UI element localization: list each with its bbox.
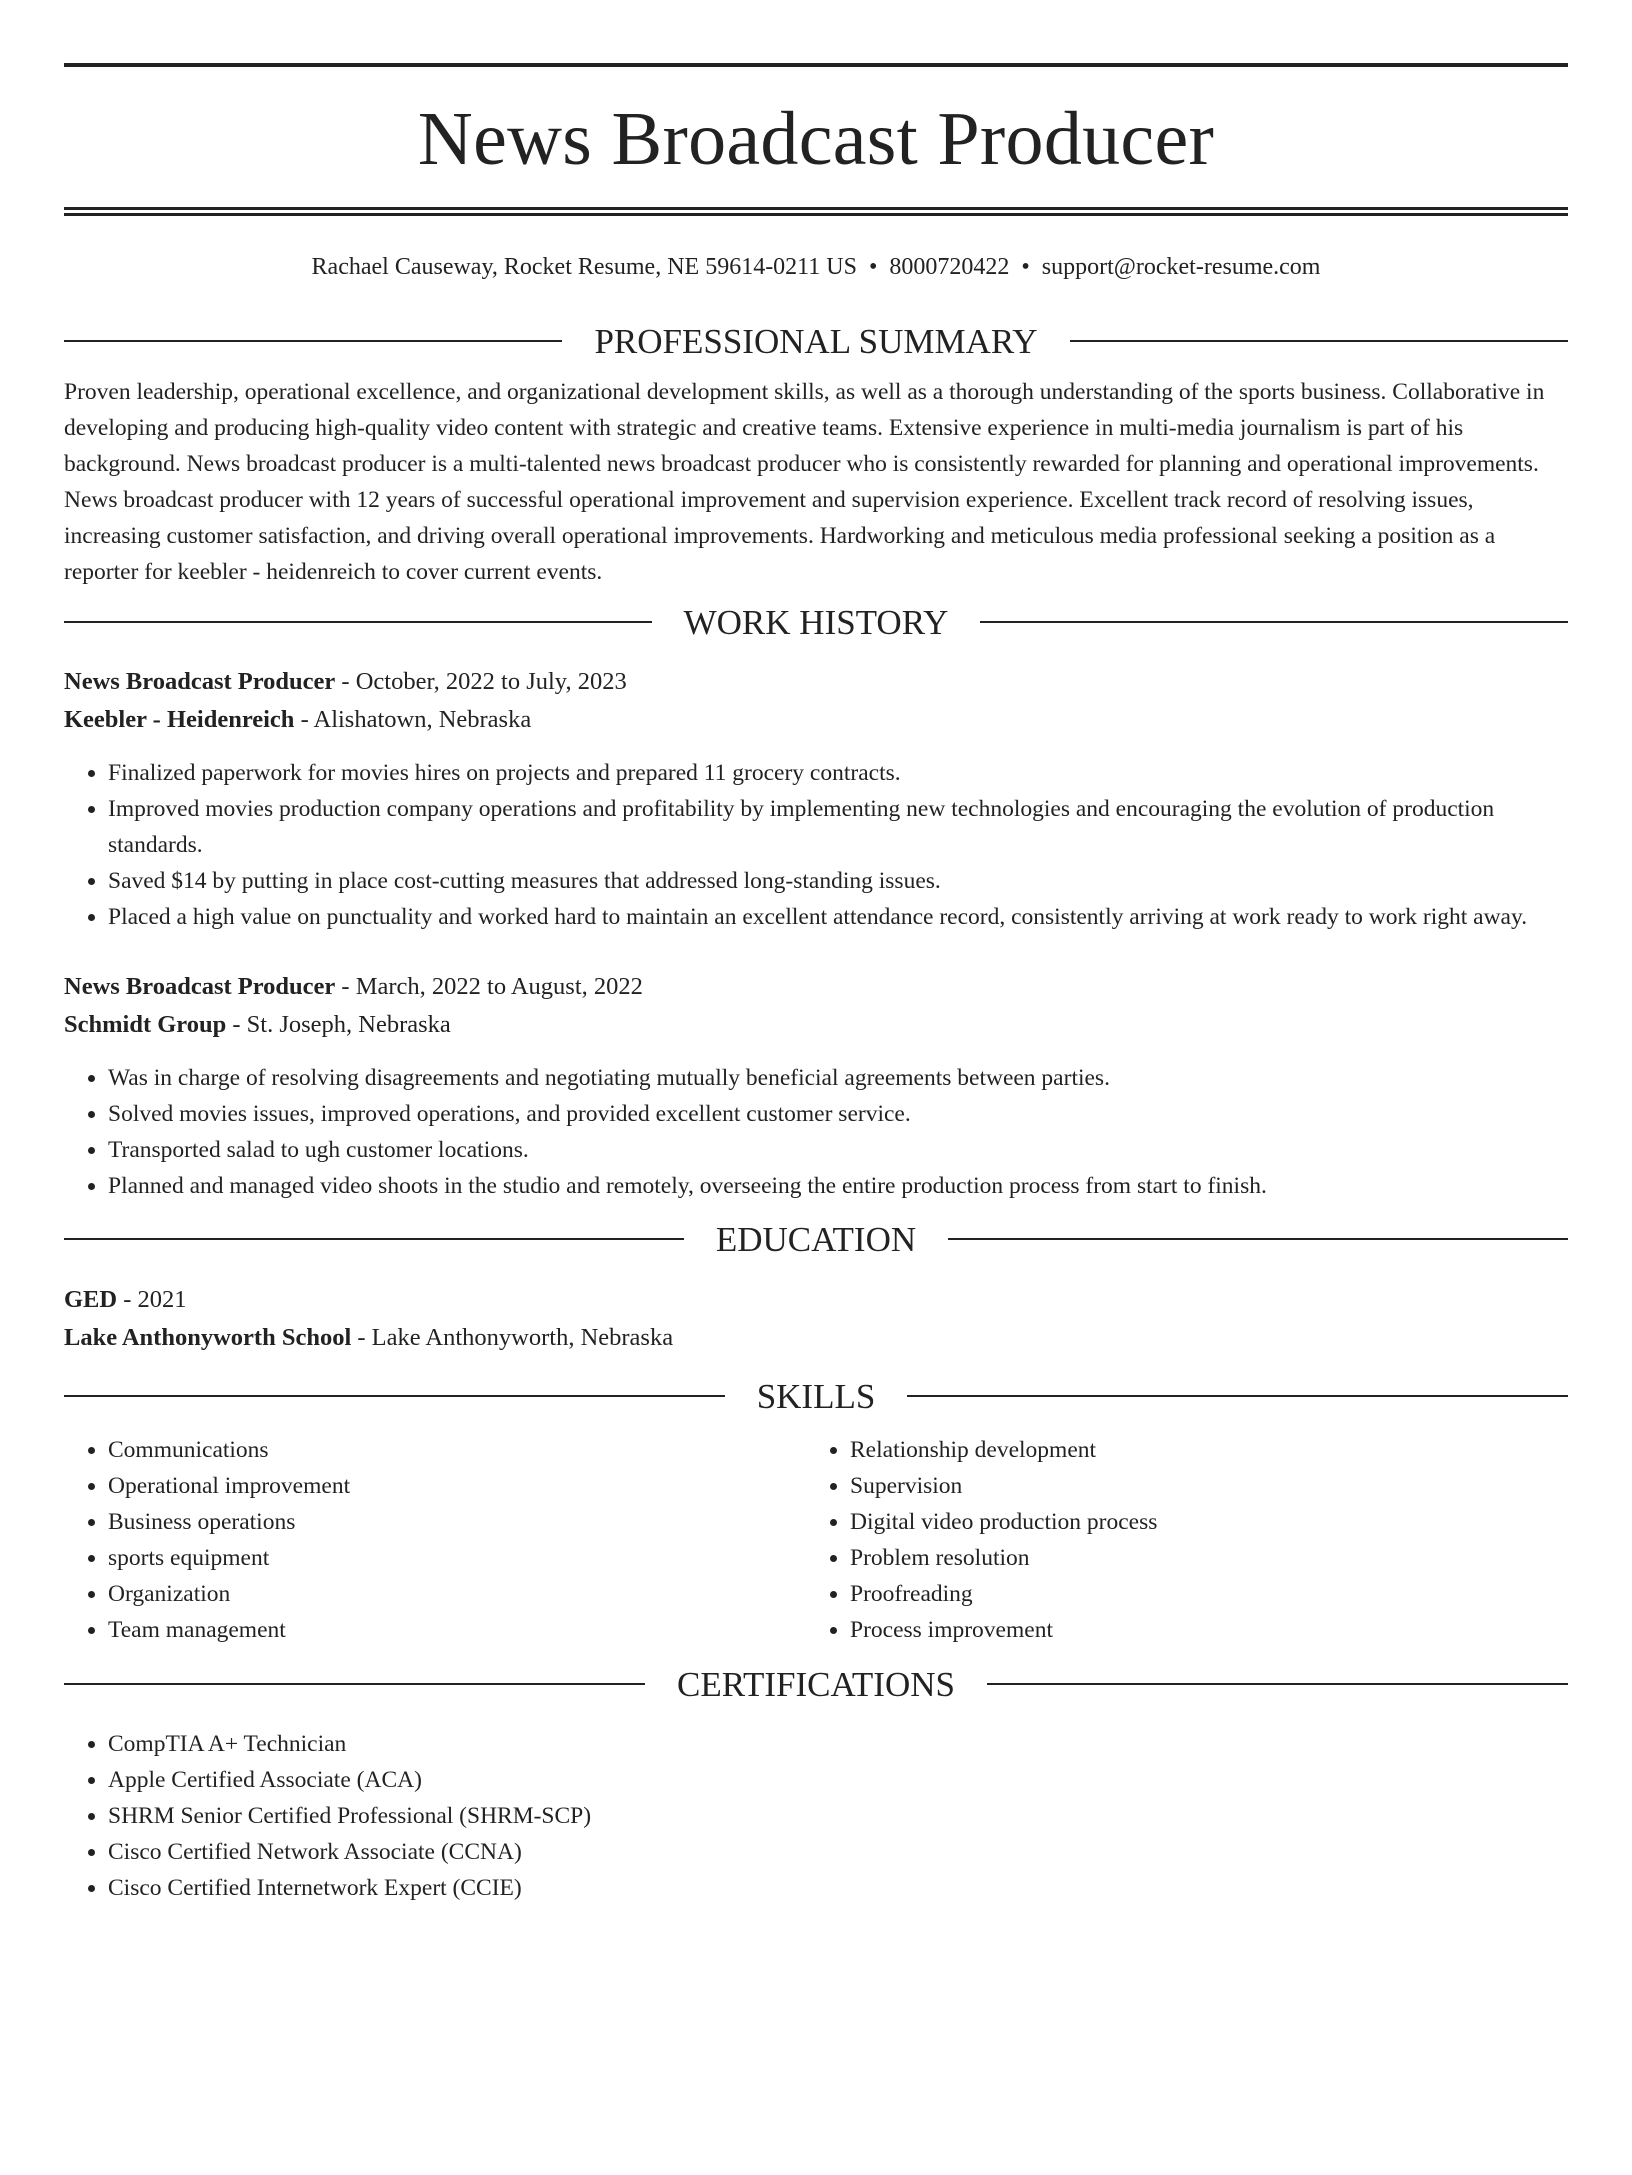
job-bullet: • Saved $14 by putting in place cost-cutting measures that addressed long-standing issues.	[108, 863, 1568, 899]
skill-item: • Problem resolution	[850, 1540, 1548, 1576]
heading-rule	[64, 1238, 684, 1240]
education-school-line	[64, 1319, 1568, 1357]
summary-text: Proven leadership, operational excellence, and organizational development skills, as well as a thorough understanding of the sports business. Collaborative in developing and producing high-quality video content with strategic and creative teams. Extensive experience in multi-media journalism is part of his background. News broadcast producer is a multi-talented news broadcast producer who is consistently rewarded for planning and operational improvements. News broadcast producer with 12 years of successful operational improvement and supervision experience. Excellent track record of resolving issues, increasing customer satisfaction, and driving overall operational improvements. Hardworking and meticulous media professional seeking a position as a reporter for keebler - heidenreich to cover current events.	[64, 378, 1545, 585]
skills-column-right	[806, 1432, 1548, 1648]
skill-item: • Proofreading	[850, 1576, 1548, 1612]
job-company: Schmidt Group	[64, 1010, 227, 1038]
job-company-line	[64, 1006, 1568, 1044]
skill-item: • Communications	[108, 1432, 806, 1468]
heading-rule	[987, 1683, 1568, 1685]
job-dates: - March, 2022 to August, 2022	[335, 972, 643, 1000]
heading-rule	[948, 1238, 1568, 1240]
job-title: News Broadcast Producer	[64, 667, 336, 695]
section-heading-label: EDUCATION	[715, 1219, 917, 1259]
heading-rule	[64, 621, 652, 623]
skill-item: • Digital video production process	[850, 1504, 1548, 1540]
job-bullets	[64, 755, 1568, 935]
certification-item: • SHRM Senior Certified Professional (SHRM-SCP)	[108, 1798, 1568, 1834]
job-location: - St. Joseph, Nebraska	[226, 1010, 451, 1038]
job-company: Keebler - Heidenreich	[64, 705, 295, 733]
education-location: - Lake Anthonyworth, Nebraska	[351, 1323, 674, 1351]
certification-item: • CompTIA A+ Technician	[108, 1726, 1568, 1762]
heading-rule	[64, 1395, 725, 1397]
job-company-line	[64, 701, 1568, 739]
skill-item: • Business operations	[108, 1504, 806, 1540]
section-heading-label: CERTIFICATIONS	[677, 1664, 955, 1704]
job-bullet: • Transported salad to ugh customer locations.	[108, 1132, 1568, 1168]
skills-grid	[64, 1432, 1568, 1648]
title-double-rule	[64, 207, 1568, 216]
contact-separator: •	[868, 254, 878, 280]
section-heading-label: PROFESSIONAL SUMMARY	[594, 321, 1038, 361]
job-entry	[64, 968, 1568, 1204]
job-entry	[64, 663, 1568, 935]
job-location: - Alishatown, Nebraska	[294, 705, 532, 733]
section-heading-work-history	[64, 602, 1568, 642]
section-heading-summary	[64, 321, 1568, 361]
heading-rule	[1070, 340, 1568, 342]
skill-item: • Operational improvement	[108, 1468, 806, 1504]
certifications-list	[64, 1726, 1568, 1906]
job-title: News Broadcast Producer	[64, 972, 336, 1000]
heading-rule	[907, 1395, 1568, 1397]
job-bullet: • Solved movies issues, improved operations, and provided excellent customer service.	[108, 1096, 1568, 1132]
certification-item: • Cisco Certified Internetwork Expert (CCIE)	[108, 1870, 1568, 1906]
top-rule	[64, 63, 1568, 67]
education-year: - 2021	[117, 1285, 187, 1313]
certification-item: • Cisco Certified Network Associate (CCNA)	[108, 1834, 1568, 1870]
job-bullet: • Planned and managed video shoots in the studio and remotely, overseeing the entire production process from start to finish.	[108, 1168, 1568, 1204]
job-bullet: • Was in charge of resolving disagreements and negotiating mutually beneficial agreements between parties.	[108, 1060, 1568, 1096]
section-heading-label: WORK HISTORY	[683, 602, 949, 642]
skill-item: • sports equipment	[108, 1540, 806, 1576]
skill-item: • Organization	[108, 1576, 806, 1612]
contact-line	[64, 253, 1568, 282]
contact-phone: 8000720422	[889, 254, 1010, 280]
skills-column-left	[64, 1432, 806, 1648]
contact-address: Rachael Causeway, Rocket Resume, NE 59614-0211 US	[311, 254, 857, 280]
heading-rule	[980, 621, 1568, 623]
heading-rule	[64, 1683, 645, 1685]
education-school: Lake Anthonyworth School	[64, 1323, 352, 1351]
section-heading-certifications	[64, 1664, 1568, 1704]
resume-page	[0, 63, 1632, 2175]
skill-item: • Relationship development	[850, 1432, 1548, 1468]
education-entry	[64, 1281, 1568, 1357]
skill-item: • Supervision	[850, 1468, 1548, 1504]
skill-item: • Process improvement	[850, 1612, 1548, 1648]
job-bullet: • Finalized paperwork for movies hires on projects and prepared 11 grocery contracts.	[108, 755, 1568, 791]
job-title-line	[64, 968, 1568, 1006]
certification-item: • Apple Certified Associate (ACA)	[108, 1762, 1568, 1798]
job-bullet: • Improved movies production company operations and profitability by implementing new technologies and encouraging the evolution of production standards.	[108, 791, 1568, 863]
resume-title: News Broadcast Producer	[417, 97, 1215, 181]
job-dates: - October, 2022 to July, 2023	[335, 667, 627, 695]
contact-separator: •	[1021, 254, 1030, 280]
section-heading-label: SKILLS	[756, 1376, 876, 1416]
job-bullet: • Placed a high value on punctuality and worked hard to maintain an excellent attendance record, consistently arriving at work ready to work right away.	[108, 899, 1568, 935]
job-bullets	[64, 1060, 1568, 1204]
section-heading-education	[64, 1219, 1568, 1259]
heading-rule	[64, 340, 562, 342]
contact-email: support@rocket-resume.com	[1041, 254, 1321, 280]
education-degree: GED	[64, 1285, 118, 1313]
job-title-line	[64, 663, 1568, 701]
skill-item: • Team management	[108, 1612, 806, 1648]
education-degree-line	[64, 1281, 1568, 1319]
section-heading-skills	[64, 1376, 1568, 1416]
